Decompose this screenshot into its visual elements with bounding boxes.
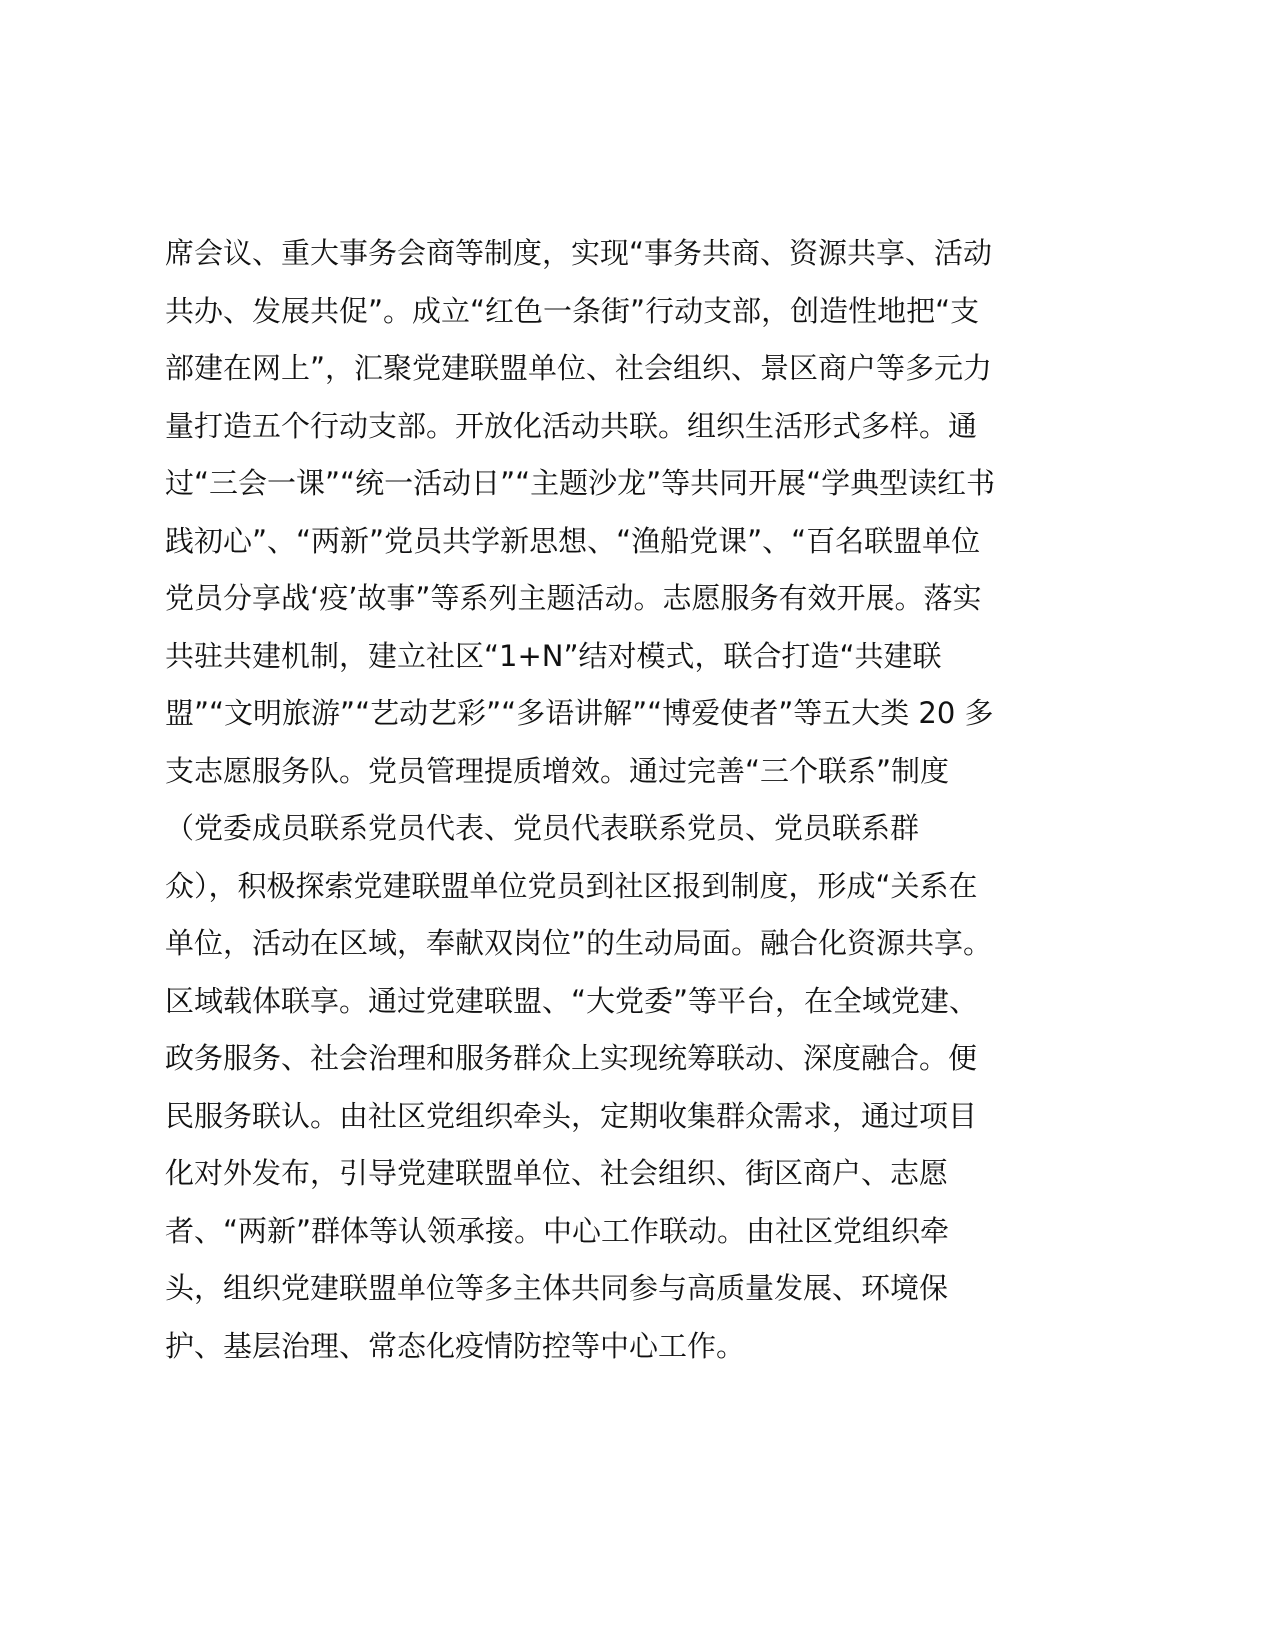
- text-line: 共驻共建机制，建立社区“1+N”结对模式，联合打造“共建联: [165, 638, 942, 673]
- text-line: 众），积极探索党建联盟单位党员到社区报到制度，形成“关系在: [165, 868, 978, 903]
- text-line: 头，组织党建联盟单位等多主体共同参与高质量发展、环境保: [165, 1271, 949, 1305]
- text-line: 民服务联认。由社区党组织牵头，定期收集群众需求，通过项目: [165, 1098, 978, 1133]
- text-line: 过“三会一课”“统一活动日”“主题沙龙”等共同开展“学典型读红书: [165, 466, 996, 500]
- text-line: （党委成员联系党员代表、党员代表联系党员、党员联系群: [165, 811, 920, 845]
- text-line: 政务服务、社会治理和服务群众上实现统筹联动、深度融合。便: [165, 1041, 978, 1075]
- text-line: 护、基层治理、常态化疫情防控等中心工作。: [165, 1328, 746, 1363]
- text-line: 践初心”、“两新”党员共学新思想、“渔船党课”、“百名联盟单位: [165, 523, 981, 558]
- text-line: 共办、发展共促”。成立“红色一条街”行动支部，创造性地把“支: [165, 293, 980, 328]
- text-line: 盟”“文明旅游”“艺动艺彩”“多语讲解”“博爱使者”等五大类 20 多: [165, 696, 994, 730]
- text-line: 支志愿服务队。党员管理提质增效。通过完善“三个联系”制度: [165, 753, 950, 788]
- text-line: 者、“两新”群体等认领承接。中心工作联动。由社区党组织牵: [165, 1213, 950, 1248]
- text-line: 席会议、重大事务会商等制度，实现“事务共商、资源共享、活动: [165, 236, 993, 270]
- text-line: 部建在网上”，汇聚党建联盟单位、社会组织、景区商户等多元力: [165, 351, 993, 385]
- text-line: 党员分享战‘疫’故事”等系列主题活动。志愿服务有效开展。落实: [165, 581, 982, 615]
- text-line: 单位，活动在区域，奉献双岗位”的生动局面。融合化资源共享。: [165, 926, 993, 960]
- text-line: 量打造五个行动支部。开放化活动共联。组织生活形式多样。通: [165, 408, 978, 443]
- text-line: 化对外发布，引导党建联盟单位、社会组织、街区商户、志愿: [165, 1156, 949, 1190]
- body-paragraph: [165, 225, 1125, 1375]
- text-line: 区域载体联享。通过党建联盟、“大党委”等平台，在全域党建、: [165, 983, 979, 1018]
